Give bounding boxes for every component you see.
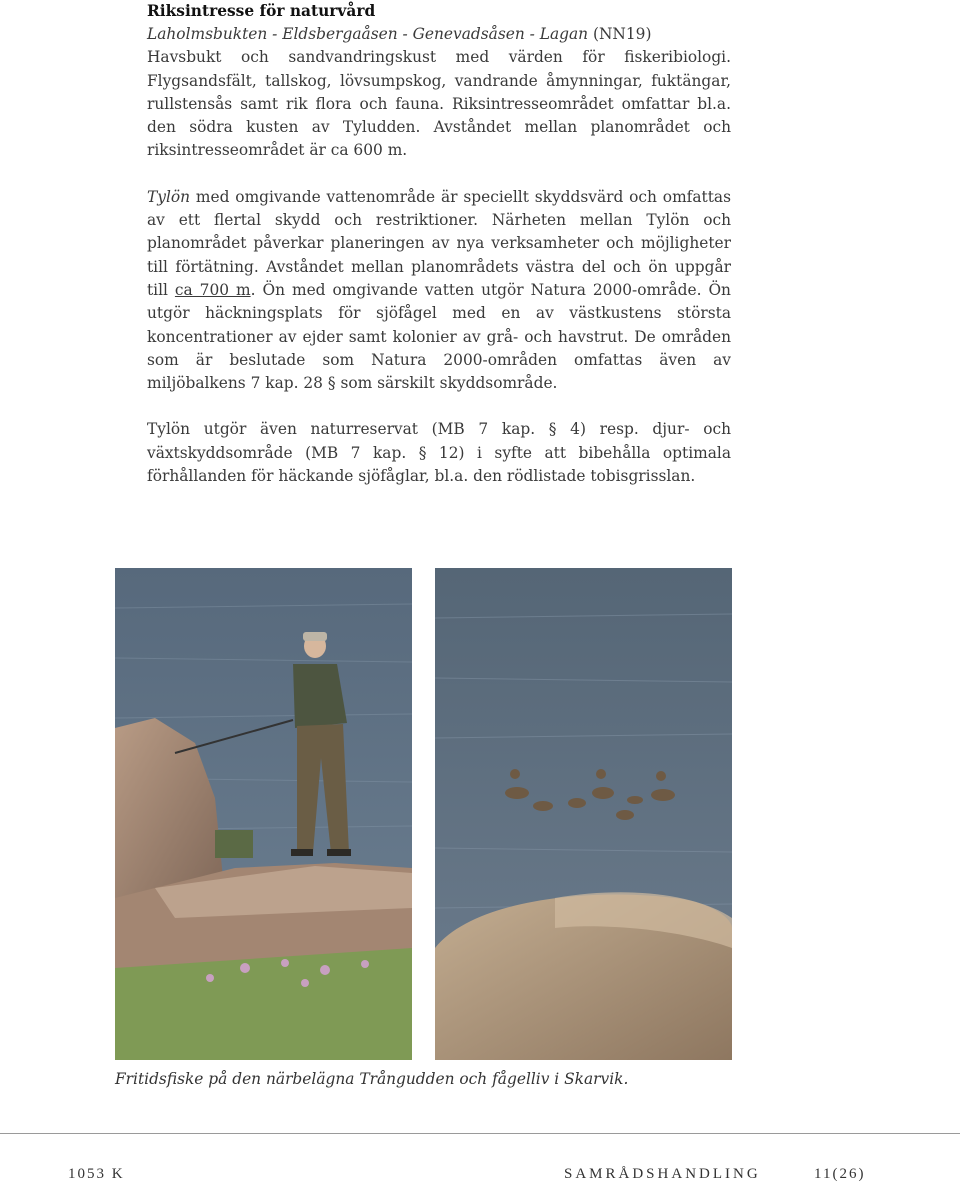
area-name: Laholmsbukten - Eldsbergaåsen - Genevadsåsen - Lagan [147, 25, 589, 43]
paragraph-2-part-1: med omgivande vattenområde är speciellt skyddsvärd och omfattas av ett flertal skydd och restriktioner. Närheten mellan Tylön och planområdet påverkar planeringen av nya verksamheter och möjligheter till förtätning. Avståndet mellan planområdets västra del och ön uppgår till [147, 187, 731, 299]
footer-document-type: SAMRÅDSHANDLING [564, 1166, 761, 1182]
angler-illustration [115, 568, 412, 1060]
paragraph-2 [147, 186, 731, 396]
footer-page-number: 11(26) [814, 1166, 866, 1182]
footer-divider [0, 1133, 960, 1134]
section-heading: Riksintresse för naturvård [147, 2, 376, 20]
footer-document-code: 1053 K [68, 1166, 125, 1182]
paragraph-3: Tylön utgör även naturreservat (MB 7 kap. § 4) resp. djur- och växtskyddsområde (MB 7 kap. § 12) i syfte att bibehålla optimala förhållanden för häckande sjöfåglar, bl.a. den rödlistade tobisgrisslan. [147, 420, 731, 486]
text-column [147, 0, 731, 488]
distance-underlined: ca 700 m [174, 280, 251, 299]
area-subheading [147, 23, 731, 46]
paragraph-2-part-2: . Ön med omgivande vatten utgör Natura 2000-område. Ön utgör häckningsplats för sjöfågel med en av västkustens största koncentrationer av ejder samt kolonier av grå- och havstrut. De områden som är beslutade som Natura 2000-områden omfattas även av miljöbalkens 7 kap. 28 § som särskilt skyddsområde. [147, 280, 731, 393]
photo-caption: Fritidsfiske på den närbelägna Trångudden och fågelliv i Skarvik. [115, 1070, 629, 1088]
paragraph-1: Havsbukt och sandvandringskust med värden för fiskeribiologi. Flygsandsfält, tallskog, lövsumpskog, vandrande åmynningar, fuktängar, rullstensås samt rik flora och fauna. Riksintresseområdet omfattar bl.a. den södra kusten av Tyludden. Avståndet mellan planområdet och riksintresseområdet är ca 600 m. [147, 48, 731, 160]
photo-ducks [435, 568, 732, 1060]
photo-angler [115, 568, 412, 1060]
tylon-italic: Tylön [147, 187, 191, 206]
area-code: (NN19) [588, 25, 652, 43]
ducks-illustration [435, 568, 732, 1060]
